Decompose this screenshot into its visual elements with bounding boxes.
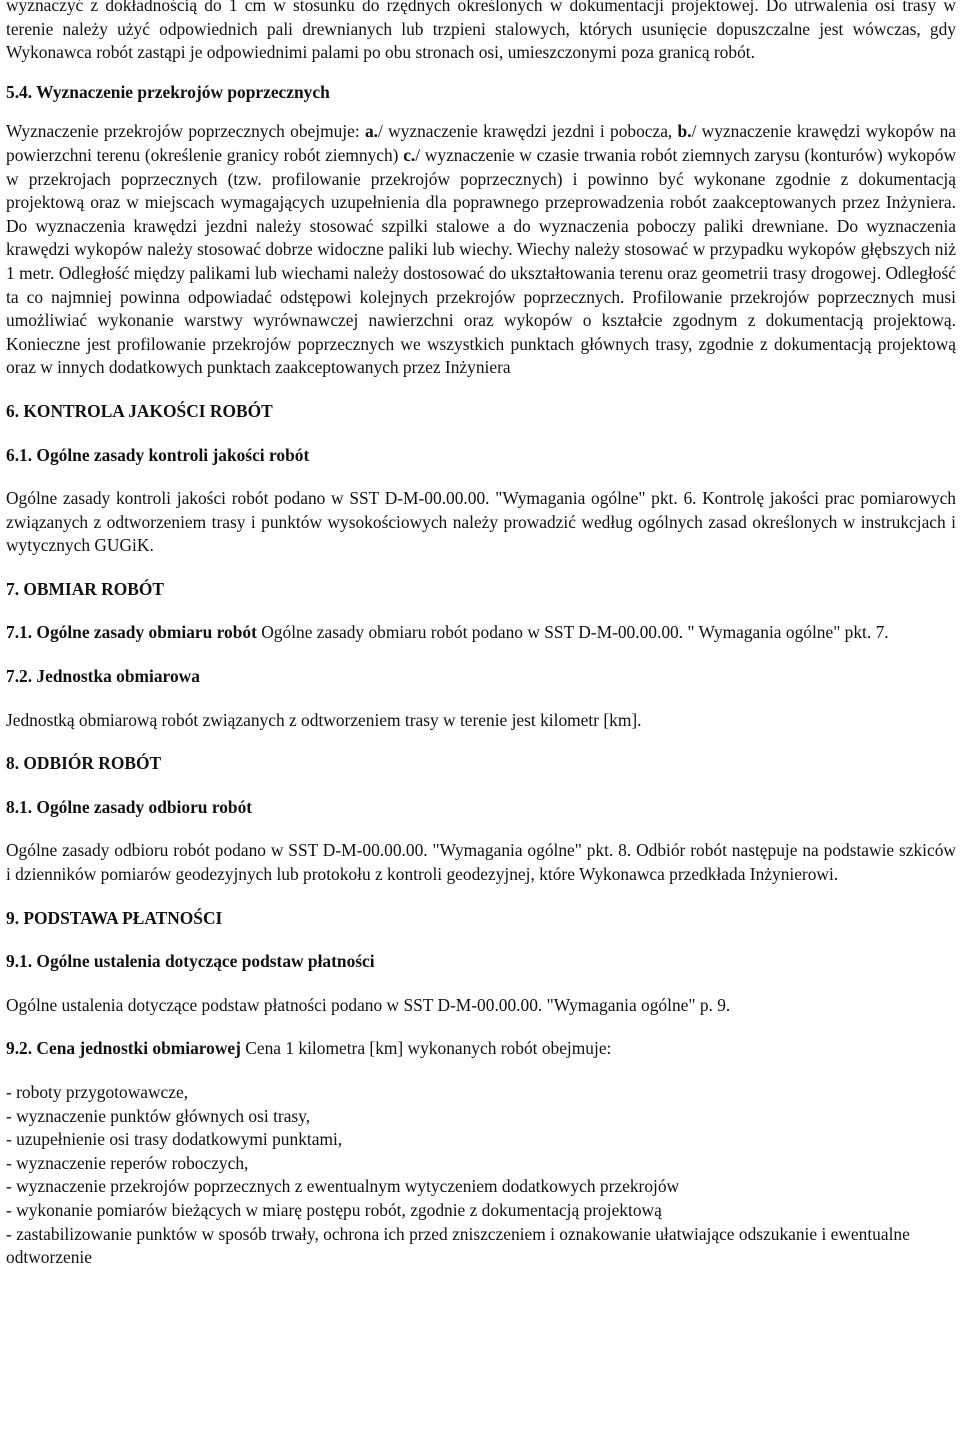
- section-9-heading: 9. PODSTAWA PŁATNOŚCI: [6, 907, 223, 928]
- section-9-1-heading: 9.1. Ogólne ustalenia dotyczące podstaw płatności: [6, 951, 375, 972]
- section-7-1-paragraph: [6, 621, 956, 645]
- section-9-1-paragraph: Ogólne ustalenia dotyczące podstaw płatności podano w SST D-M-00.00.00. "Wymagania ogólne" p. 9.: [6, 994, 731, 1015]
- s54-text-2: / wyznaczenie krawędzi jezdni i pobocza,: [378, 121, 678, 142]
- intro-paragraph: wyznaczyć z dokładnością do 1 cm w stosunku do rzędnych określonych w dokumentacji projektowej. Do utrwalenia osi trasy w terenie należy użyć odpowiednich pali drewnianych lub trzpieni stalowych, których usunięcie dopuszczalne jest wówczas, gdy Wykonawca robót zastąpi je odpowiednimi palami po obu stronach osi, umieszczonymi poza granicą robót.: [6, 0, 956, 63]
- section-7-heading: 7. OBMIAR ROBÓT: [6, 578, 164, 599]
- list-item: - wykonanie pomiarów bieżących w miarę postępu robót, zgodnie z dokumentacją projektową: [6, 1199, 662, 1220]
- section-6-1-paragraph: Ogólne zasady kontroli jakości robót podano w SST D-M-00.00.00. "Wymagania ogólne" pkt. 6. Kontrolę jakości prac pomiarowych związanych z odtworzeniem trasy i punktów wysokościowych należy prowadzić według ogólnych zasad określonych w instrukcjach i wytycznych GUGiK.: [6, 488, 956, 556]
- section-7-2-heading: 7.2. Jednostka obmiarowa: [6, 666, 200, 687]
- s54-text-4: / wyznaczenie w czasie trwania robót ziemnych zarysu (konturów) wykopów w przekrojach poprzecznych (tzw. profilowanie przekrojów poprzecznych) i powinno być wykonane zgodnie z dokumentacją projektową oraz w miejscach wymagających uzupełnienia dla poprawnego przeprowadzenia robót zaakceptowanych przez Inżyniera. Do wyznaczenia krawędzi jezdni należy stosować szpilki stalowe a do wyznaczenia poboczy paliki drewniane. Do wyznaczenia krawędzi wykopów należy stosować dobrze widoczne paliki lub wiechy. Wiechy należy stosować w przypadku wykopów głębszych niż 1 metr. Odległość między palikami lub wiechami należy dostosować do ukształtowania terenu oraz geometrii trasy drogowej. Odległość ta co najmniej powinna odpowiadać odstępowi kolejnych przekrojów poprzecznych. Profilowanie przekrojów poprzecznych musi umożliwiać wykonanie warstwy wyrównawczej nawierzchni oraz wykopów o kształcie zgodnym z dokumentacją projektową. Konieczne jest profilowanie przekrojów poprzecznych we wszystkich punktach głównych trasy, zgodnie z dokumentacją projektową oraz w innych dodatkowych punktach zaakceptowanych przez Inżyniera: [6, 144, 956, 378]
- section-7-2-paragraph: Jednostką obmiarową robót związanych z odtworzeniem trasy w terenie jest kilometr [km].: [6, 709, 642, 730]
- s54-marker-a: a.: [364, 121, 378, 142]
- section-5-4-paragraph: [6, 120, 956, 380]
- list-item: - wyznaczenie punktów głównych osi trasy,: [6, 1105, 311, 1126]
- section-9-2-text: Cena 1 kilometra [km] wykonanych robót obejmuje:: [240, 1038, 612, 1059]
- list-item: - wyznaczenie przekrojów poprzecznych z ewentualnym wytyczeniem dodatkowych przekrojów: [6, 1176, 680, 1197]
- list-item: - uzupełnienie osi trasy dodatkowymi punktami,: [6, 1129, 343, 1150]
- list-item: - zastabilizowanie punktów w sposób trwały, ochrona ich przed zniszczeniem i oznakowanie ułatwiające odszukanie i ewentualne odtworzenie: [6, 1223, 910, 1268]
- section-7-1-text: Ogólne zasady obmiaru robót podano w SST D-M-00.00.00. " Wymagania ogólne" pkt. 7.: [256, 622, 889, 643]
- section-6-1-heading: 6.1. Ogólne zasady kontroli jakości robót: [6, 444, 310, 465]
- s54-text-1: Wyznaczenie przekrojów poprzecznych obejmuje:: [6, 121, 365, 142]
- section-5-4-heading: 5.4. Wyznaczenie przekrojów poprzecznych: [6, 81, 330, 102]
- section-7-1-label: 7.1. Ogólne zasady obmiaru robót: [6, 622, 257, 643]
- section-8-heading: 8. ODBIÓR ROBÓT: [6, 753, 162, 774]
- section-8-1-heading: 8.1. Ogólne zasady odbioru robót: [6, 796, 253, 817]
- list-item: - roboty przygotowawcze,: [6, 1082, 189, 1102]
- s54-text-3: / wyznaczenie krawędzi wykopów na powierzchni terenu (określenie granicy robót ziemnych): [6, 121, 956, 165]
- section-9-2-paragraph: [6, 1037, 956, 1061]
- document-page: [6, 0, 956, 1270]
- section-8-1-paragraph: Ogólne zasady odbioru robót podano w SST D-M-00.00.00. "Wymagania ogólne" pkt. 8. Odbiór robót następuje na podstawie szkiców i dzienników pomiarów geodezyjnych lub protokołu z kontroli geodezyjnej, które Wykonawca przedkłada Inżynierowi.: [6, 840, 956, 885]
- section-6-heading: 6. KONTROLA JAKOŚCI ROBÓT: [6, 400, 273, 421]
- price-components-list: [6, 1081, 956, 1270]
- s54-marker-b: b.: [677, 121, 692, 142]
- list-item: - wyznaczenie reperów roboczych,: [6, 1152, 249, 1173]
- section-9-2-label: 9.2. Cena jednostki obmiarowej: [6, 1038, 241, 1059]
- s54-marker-c: c.: [403, 144, 416, 165]
